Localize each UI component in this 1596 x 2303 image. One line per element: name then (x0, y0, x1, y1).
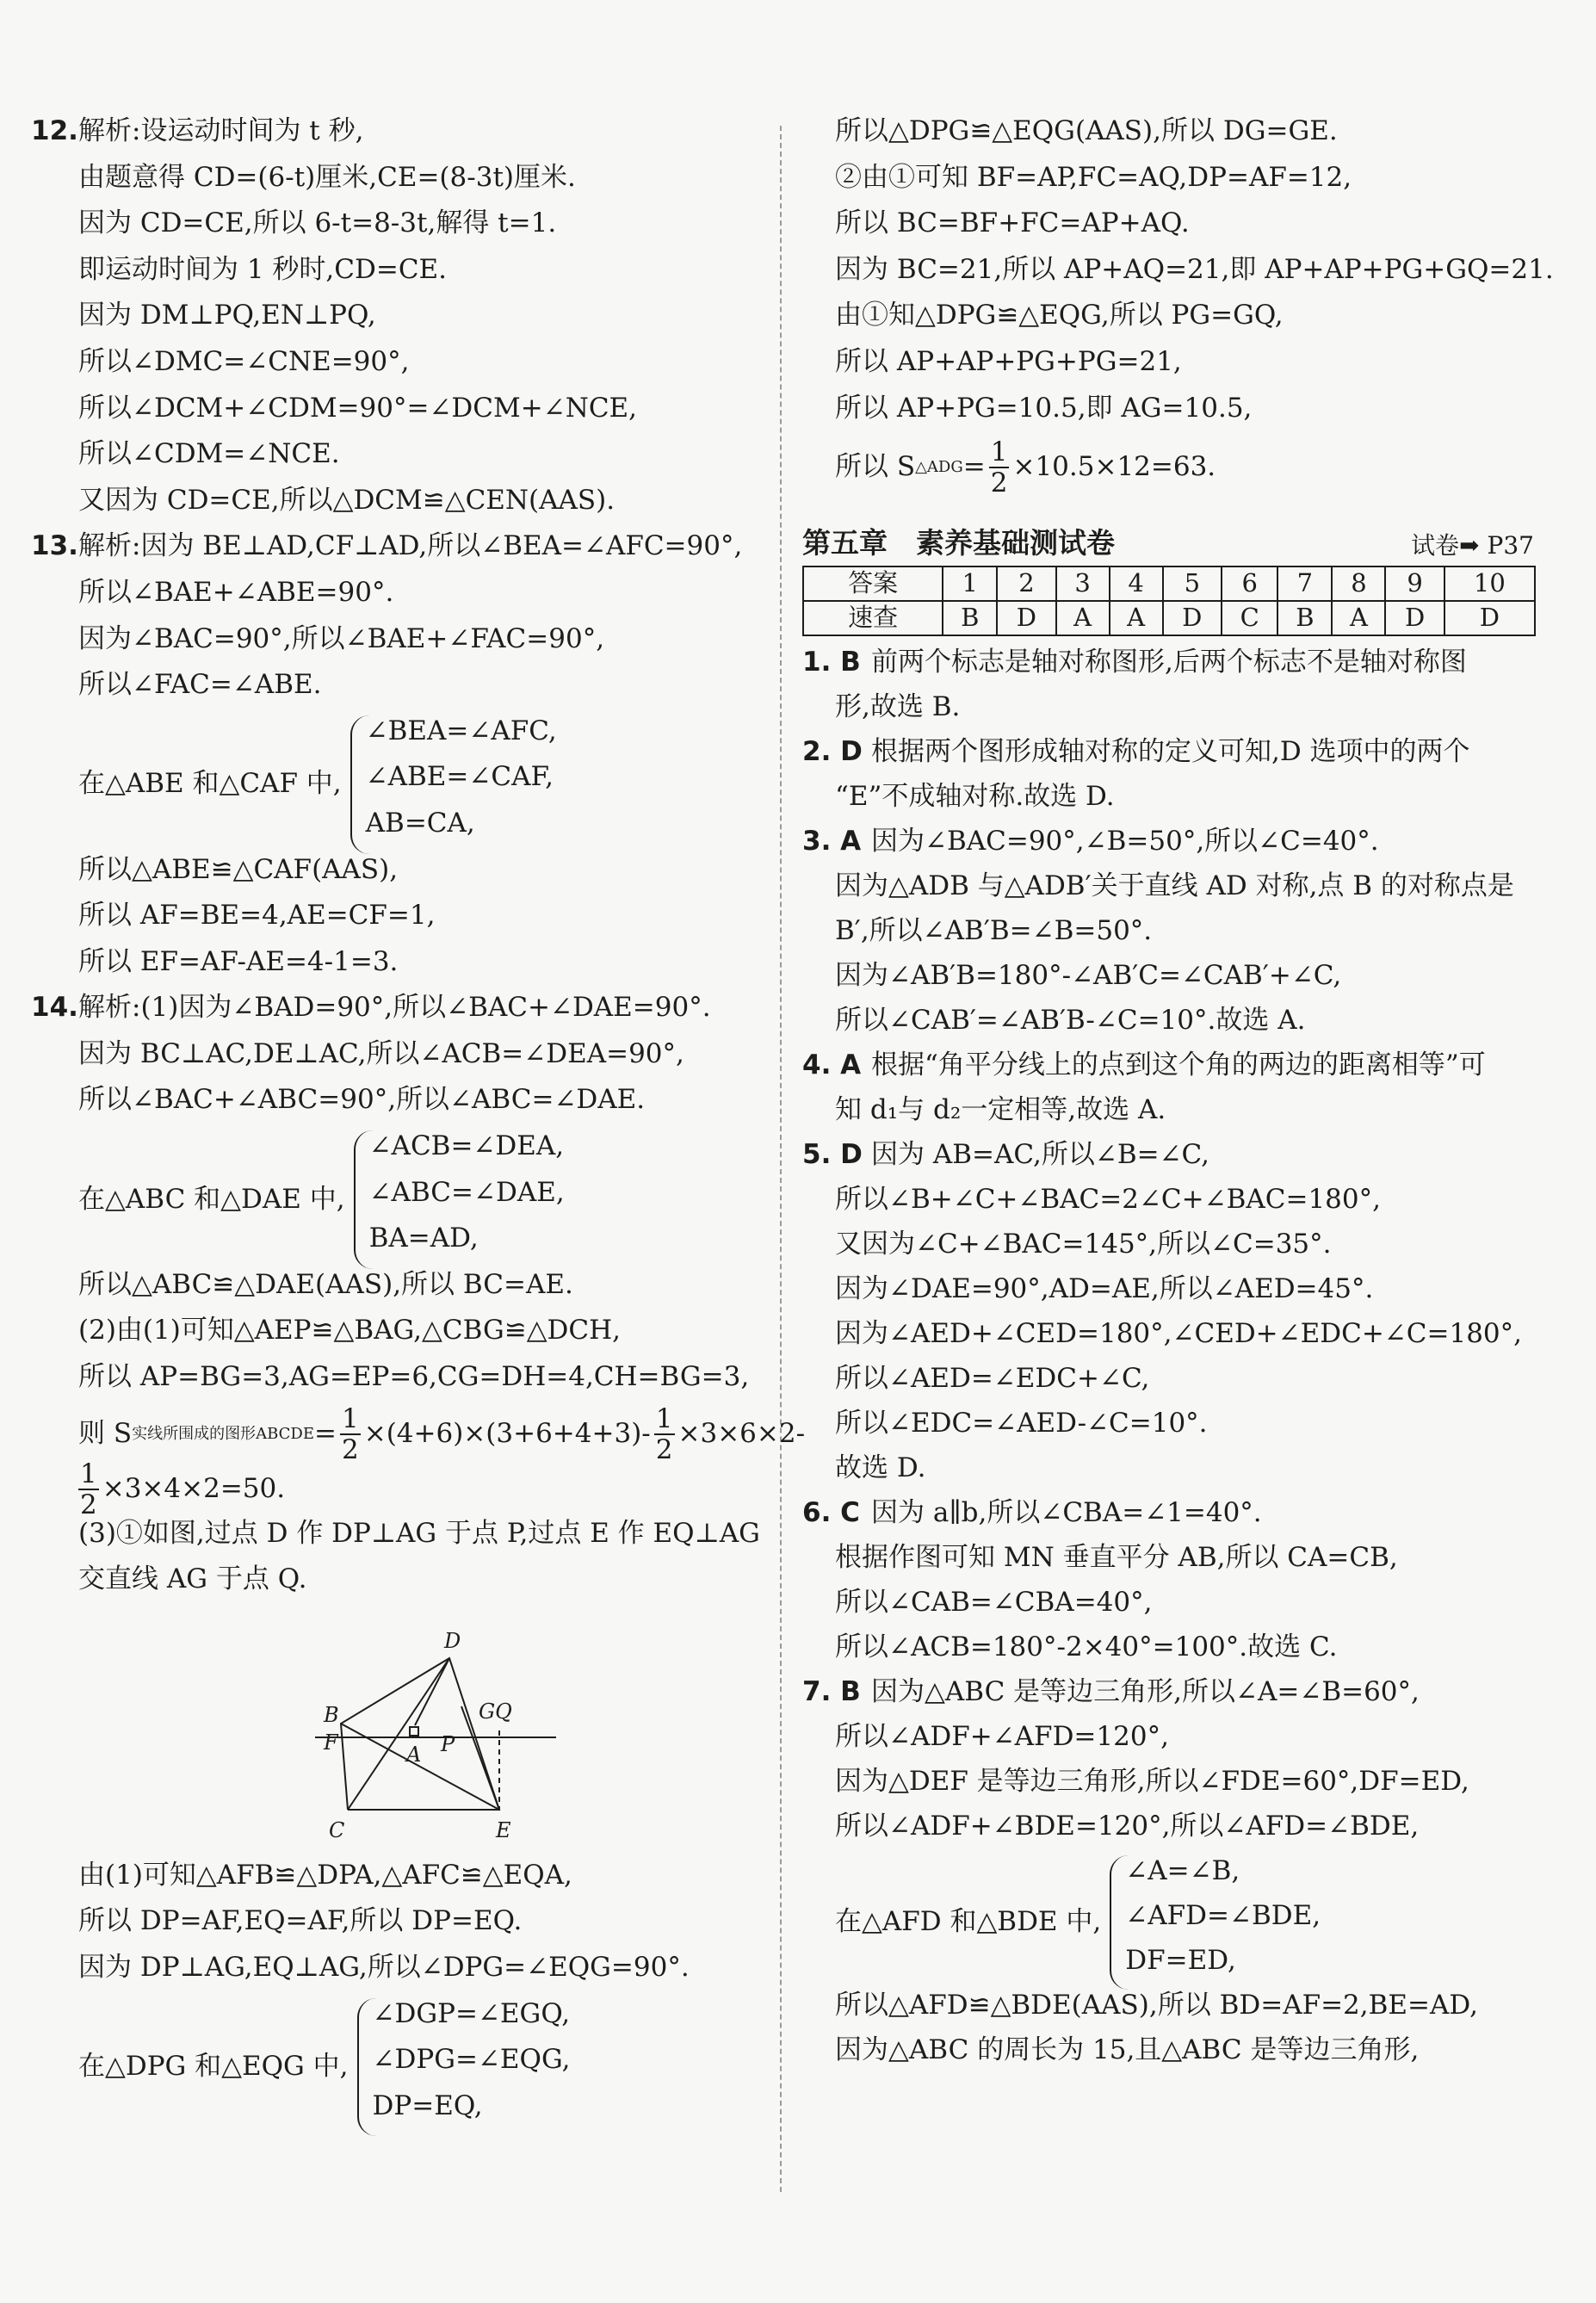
item-number: 1. B (802, 647, 861, 678)
q14-area-formula (31, 1402, 806, 1465)
table-cell: B (943, 601, 997, 635)
chapter-source: 试卷➡ P37 (1411, 531, 1534, 560)
right-column (802, 115, 1554, 2079)
q14-line: 所以 AP=BG=3,AG=EP=6,CG=DH=4,CH=BG=3, (78, 1361, 750, 1393)
q12-line: 所以∠DCM+∠CDM=90°=∠DCM+∠NCE, (78, 392, 638, 424)
table-cell: B (1277, 601, 1332, 635)
item-number: 4. A (802, 1049, 862, 1081)
table-cell: 8 (1332, 566, 1385, 601)
table-row (803, 566, 1535, 601)
q13-system (31, 715, 763, 854)
table-cell: 5 (1163, 566, 1222, 601)
q13-system-eq: ∠ABE=∠CAF, (365, 761, 554, 793)
pentagon-outline (341, 1658, 499, 1810)
item-line: 又因为∠C+∠BAC=145°,所以∠C=35°. (835, 1229, 1332, 1260)
item-line: 形,故选 B. (835, 691, 961, 723)
left-column (31, 115, 806, 2136)
q14-system-eq: ∠ABC=∠DAE, (368, 1176, 565, 1208)
item-line: 所以∠EDC=∠AED-∠C=10°. (835, 1408, 1208, 1439)
table-cell: 7 (1277, 566, 1332, 601)
q14-system2-label: 在△DPG 和△EQG 中, (78, 2051, 349, 2083)
geometry-diagram (31, 1610, 763, 1860)
item-line: 所以∠ADF+∠BDE=120°,所以∠AFD=∠BDE, (835, 1811, 1420, 1842)
numerator: 1 (655, 1402, 673, 1434)
table-cell: A (1056, 601, 1110, 635)
fraction-half (654, 1404, 675, 1464)
q13-line: 所以∠FAC=∠ABE. (78, 669, 322, 701)
q7-system (802, 1855, 1534, 1990)
table-cell: 4 (1110, 566, 1163, 601)
numerator: 1 (80, 1458, 97, 1489)
table-cell: 9 (1385, 566, 1444, 601)
item-line: 因为∠AED+∠CED=180°,∠CED+∠EDC+∠C=180°, (835, 1318, 1522, 1350)
cont-line: 所以 AP+AP+PG+PG=21, (835, 345, 1182, 377)
numerator: 1 (341, 1402, 359, 1434)
area-formula-adg (802, 438, 1534, 497)
q13-system-eq: AB=CA, (365, 807, 475, 839)
table-cell: 1 (943, 566, 997, 601)
q7-system-label: 在△AFD 和△BDE 中, (835, 1906, 1102, 1938)
brace (357, 1998, 571, 2137)
area-line2: ×3×4×2=50. (102, 1472, 286, 1504)
item-line: 所以△AFD≌△BDE(AAS),所以 BD=AF=2,BE=AD, (835, 1990, 1479, 2021)
label-e: E (496, 1817, 511, 1842)
cont-line: 由①知△DPG≌△EQG,所以 PG=GQ, (835, 300, 1284, 331)
q14-system-2 (31, 1998, 763, 2137)
q14-line: (3)①如图,过点 D 作 DP⊥AG 于点 P,过点 E 作 EQ⊥AG (78, 1517, 760, 1549)
table-cell: D (1385, 601, 1444, 635)
item-line: 因为△ADB 与△ADB′关于直线 AD 对称,点 B 的对称点是 (835, 870, 1514, 902)
denominator: 2 (80, 1489, 97, 1520)
item-line: 根据“角平分线上的点到这个角的两边的距离相等”可 (871, 1049, 1486, 1081)
item-line: 因为△ABC 是等边三角形,所以∠A=∠B=60°, (871, 1676, 1420, 1708)
label-d: D (444, 1628, 461, 1653)
q13-system-eq: ∠BEA=∠AFC, (365, 715, 557, 746)
q14-system (31, 1130, 763, 1269)
item-line: 因为∠AB′B=180°-∠AB′C=∠CAB′+∠C, (835, 960, 1342, 992)
q13-line: 因为∠BAC=90°,所以∠BAE+∠FAC=90°, (78, 622, 605, 654)
fraction-half (340, 1404, 361, 1464)
q12-line: 即运动时间为 1 秒时,CD=CE. (78, 253, 448, 285)
q14-line: 交直线 AG 于点 Q. (78, 1563, 307, 1595)
q12-line: 又因为 CD=CE,所以△DCM≌△CEN(AAS). (78, 484, 616, 516)
cont-line: 因为 BC=21,所以 AP+AQ=21,即 AP+AP+PG+GQ=21. (835, 253, 1554, 285)
denominator: 2 (990, 467, 1008, 499)
answer-items (802, 647, 1534, 2079)
item-line: “E”不成轴对称.故选 D. (835, 781, 1115, 813)
item-line: 因为 AB=AC,所以∠B=∠C, (871, 1139, 1210, 1171)
area-rest: ×10.5×12=63. (1012, 451, 1216, 483)
table-cell: D (997, 601, 1055, 635)
area-subscript: △ADG (915, 458, 963, 477)
cont-line: ②由①可知 BF=AP,FC=AQ,DP=AF=12, (835, 161, 1352, 193)
q14-line: 由(1)可知△AFB≌△DPA,△AFC≌△EQA, (78, 1859, 572, 1891)
denominator: 2 (655, 1433, 673, 1465)
q14 (31, 992, 806, 2136)
label-b: B (324, 1702, 339, 1727)
item-line: 前两个标志是轴对称图形,后两个标志不是轴对称图 (871, 647, 1467, 678)
q7-system-eq: ∠AFD=∠BDE, (1125, 1900, 1321, 1932)
brace (1110, 1855, 1321, 1990)
item-line: 所以∠CAB=∠CBA=40°, (835, 1587, 1153, 1619)
label-a: A (406, 1742, 422, 1767)
table-cell: D (1163, 601, 1222, 635)
table-head: 答案 (803, 566, 943, 601)
segment-cd (348, 1658, 449, 1810)
table-head: 速查 (803, 601, 943, 635)
label-f: F (324, 1730, 338, 1755)
fraction-half (989, 437, 1010, 498)
chapter-header (802, 509, 1534, 560)
q14-line: 因为 BC⊥AC,DE⊥AC,所以∠ACB=∠DEA=90°, (78, 1037, 684, 1069)
right-angle-mark (410, 1727, 418, 1736)
area-eq: = (314, 1417, 337, 1449)
q14-line: (2)由(1)可知△AEP≌△BAG,△CBG≌△DCH, (78, 1315, 621, 1347)
q13-line: 解析:因为 BE⊥AD,CF⊥AD,所以∠BEA=∠AFC=90°, (78, 530, 743, 562)
area-subscript: 实线所围成的图形ABCDE (132, 1424, 314, 1443)
table-cell: A (1110, 601, 1163, 635)
q12-line: 所以∠CDM=∠NCE. (78, 438, 340, 470)
q13-line: 所以△ABE≌△CAF(AAS), (78, 853, 399, 885)
table-cell: 2 (997, 566, 1055, 601)
column-divider (780, 126, 782, 2192)
numerator: 1 (990, 436, 1008, 468)
item-line: 根据作图可知 MN 垂直平分 AB,所以 CA=CB, (835, 1542, 1398, 1574)
q13-line: 所以 EF=AF-AE=4-1=3. (78, 945, 399, 977)
item-line: 因为∠DAE=90°,AD=AE,所以∠AED=45°. (835, 1273, 1374, 1305)
item-line: 因为△DEF 是等边三角形,所以∠FDE=60°,DF=ED, (835, 1766, 1469, 1798)
area-eq: = (962, 451, 986, 483)
brace (354, 1130, 565, 1269)
table-cell: C (1222, 601, 1277, 635)
denominator: 2 (341, 1433, 359, 1465)
item-line: 根据两个图形成轴对称的定义可知,D 选项中的两个 (871, 736, 1470, 768)
fraction-half (78, 1459, 99, 1520)
q12-line: 所以∠DMC=∠CNE=90°, (78, 345, 410, 377)
item-line: 因为△ABC 的周长为 15,且△ABC 是等边三角形, (835, 2034, 1420, 2066)
cont-line: 所以 AP+PG=10.5,即 AG=10.5, (835, 392, 1253, 424)
geometry-figure (31, 1610, 763, 1860)
q7-system-eq: ∠A=∠B, (1125, 1855, 1240, 1887)
cont-line: 所以△DPG≌△EQG(AAS),所以 DG=GE. (835, 115, 1338, 146)
item-line: 所以∠ADF+∠AFD=120°, (835, 1721, 1169, 1753)
item-number: 3. A (802, 826, 862, 857)
answer-table (802, 566, 1536, 636)
item-line: 因为 a∥b,所以∠CBA=∠1=40°. (871, 1497, 1262, 1529)
table-cell: 6 (1222, 566, 1277, 601)
table-cell: 3 (1056, 566, 1110, 601)
q13-number: 13. (31, 530, 78, 562)
item-number: 6. C (802, 1497, 860, 1529)
item-line: 所以∠CAB′=∠AB′B-∠C=10°.故选 A. (835, 1005, 1306, 1037)
area-prefix: 所以 S (835, 451, 916, 483)
q14-line: 所以 DP=AF,EQ=AF,所以 DP=EQ. (78, 1905, 523, 1937)
q14-number: 14. (31, 992, 78, 1024)
q14-system-eq: BA=AD, (368, 1223, 479, 1254)
q14-system2-eq: ∠DPG=∠EQG, (372, 2044, 571, 2076)
q14-system-label: 在△ABC 和△DAE 中, (78, 1183, 345, 1215)
q14-system2-eq: DP=EQ, (372, 2089, 483, 2121)
item-number: 5. D (802, 1139, 863, 1171)
item-line: 所以∠AED=∠EDC+∠C, (835, 1363, 1150, 1395)
q12-line: 因为 CD=CE,所以 6-t=8-3t,解得 t=1. (78, 207, 557, 239)
q12-line: 因为 DM⊥PQ,EN⊥PQ, (78, 300, 376, 331)
table-cell: 10 (1444, 566, 1535, 601)
item-line: 故选 D. (835, 1452, 926, 1484)
table-cell: A (1332, 601, 1385, 635)
q14-line: 所以△ABC≌△DAE(AAS),所以 BC=AE. (78, 1268, 573, 1300)
table-row (803, 601, 1535, 635)
q7-system-eq: DF=ED, (1125, 1945, 1236, 1977)
item-number: 7. B (802, 1676, 861, 1708)
q13-line: 所以∠BAE+∠ABE=90°. (78, 576, 394, 608)
q14-system-eq: ∠ACB=∠DEA, (368, 1130, 565, 1162)
q14-line: 所以∠BAC+∠ABC=90°,所以∠ABC=∠DAE. (78, 1084, 646, 1116)
q12-number: 12. (31, 115, 78, 146)
q14-area-formula-cont (31, 1458, 763, 1520)
item-line: 知 d₁与 d₂一定相等,故选 A. (835, 1094, 1166, 1126)
item-number: 2. D (802, 736, 863, 768)
table-cell: D (1444, 601, 1535, 635)
label-c: C (329, 1817, 345, 1842)
q12-line: 由题意得 CD=(6-t)厘米,CE=(8-3t)厘米. (78, 161, 576, 193)
q14-line: 因为 DP⊥AG,EQ⊥AG,所以∠DPG=∠EQG=90°. (78, 1952, 690, 1983)
q13 (31, 530, 763, 992)
area-mid2: ×3×6×2- (677, 1417, 806, 1449)
area-prefix: 则 S (78, 1417, 133, 1449)
item-line: B′,所以∠AB′B=∠B=50°. (835, 915, 1153, 947)
area-mid1: ×(4+6)×(3+6+4+3)- (363, 1417, 651, 1449)
cont-line: 所以 BC=BF+FC=AP+AQ. (835, 207, 1190, 239)
label-p: P (441, 1731, 455, 1756)
brace (350, 715, 557, 854)
q12-line: 解析:设运动时间为 t 秒, (78, 115, 364, 146)
item-line: 所以∠B+∠C+∠BAC=2∠C+∠BAC=180°, (835, 1184, 1381, 1216)
q14-system2-eq: ∠DGP=∠EGQ, (372, 1997, 571, 2029)
item-line: 因为∠BAC=90°,∠B=50°,所以∠C=40°. (871, 826, 1379, 857)
label-gq: GQ (479, 1699, 512, 1724)
q12 (31, 115, 763, 530)
chapter-title: 第五章 素养基础测试卷 (802, 525, 1115, 560)
item-line: 所以∠ACB=180°-2×40°=100°.故选 C. (835, 1631, 1338, 1663)
q14-line: 解析:(1)因为∠BAD=90°,所以∠BAC+∠DAE=90°. (78, 992, 711, 1024)
q13-line: 所以 AF=BE=4,AE=CF=1, (78, 900, 436, 932)
q13-system-label: 在△ABE 和△CAF 中, (78, 768, 342, 800)
